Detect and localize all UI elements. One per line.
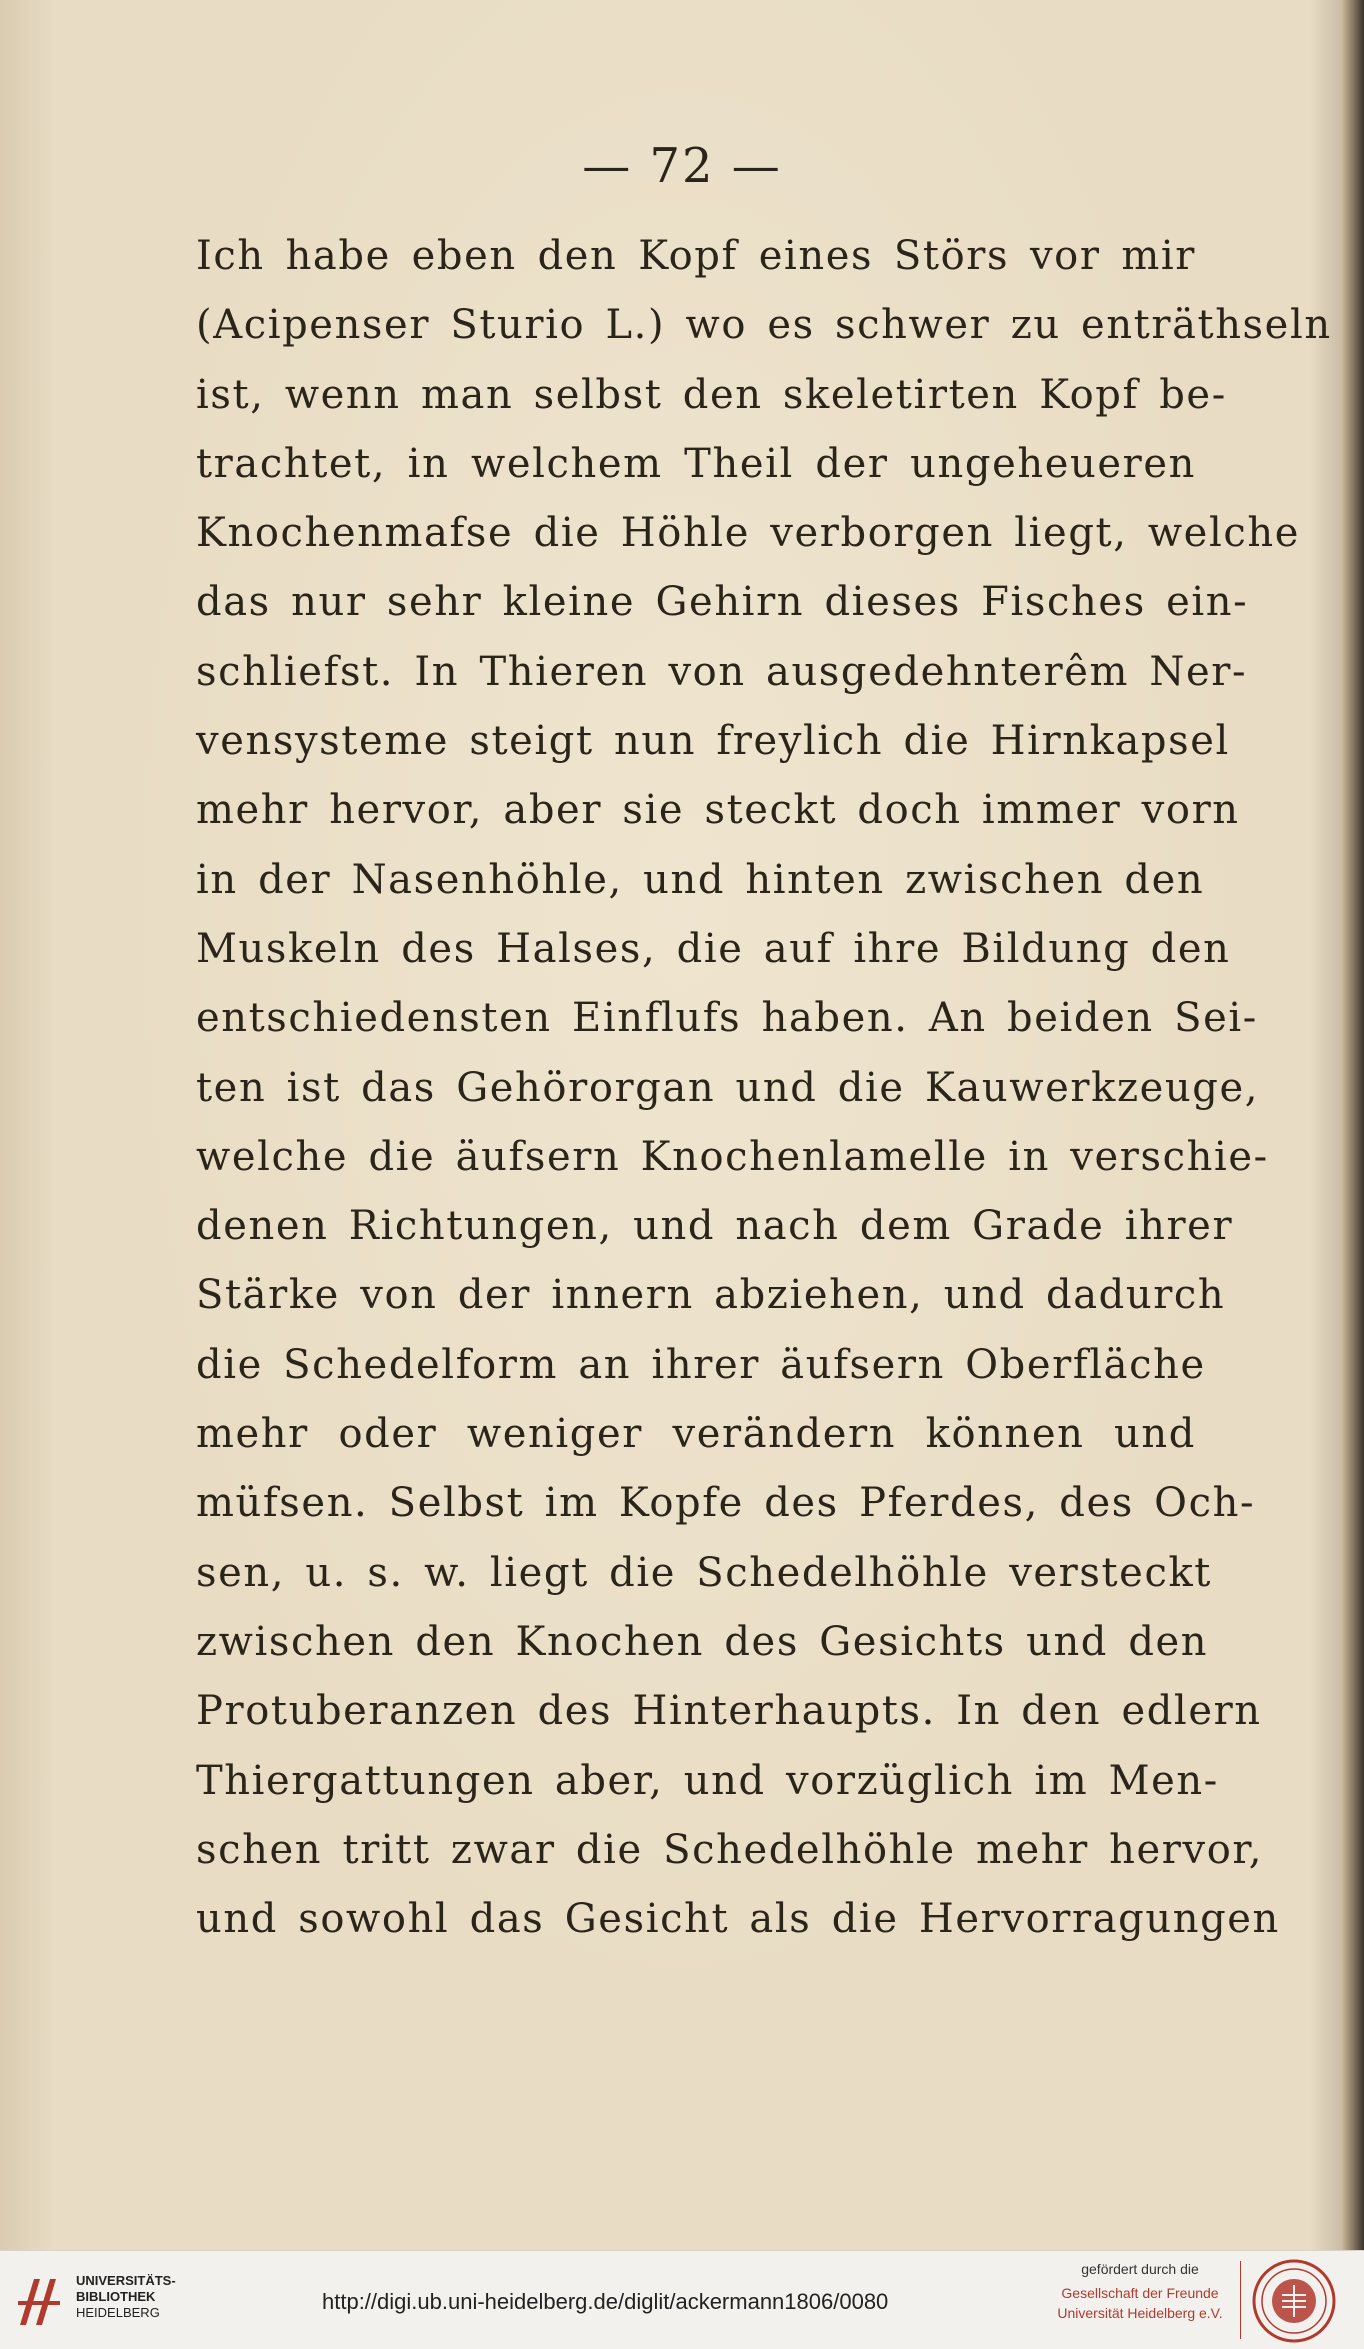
footer-divider (1240, 2261, 1241, 2339)
text-line: Muskeln des Halses, die auf ihre Bildung den (196, 925, 1231, 972)
text-line: Protuberanzen des Hinterhaupts. In den edlern (196, 1688, 1262, 1735)
sponsor-block (1050, 2259, 1230, 2323)
library-name-line1: UNIVERSITÄTS- (76, 2273, 176, 2288)
text-line: Thiergattungen aber, und vorzüglich im Men- (196, 1757, 1219, 1804)
viewer-footer (0, 2250, 1364, 2349)
text-line: müfsen. Selbst im Kopfe des Pferdes, des Och- (196, 1480, 1256, 1527)
text-line: ist, wenn man selbst den skeletirten Kopf be- (196, 371, 1227, 418)
text-line: schen tritt zwar die Schedelhöhle mehr hervor, (196, 1826, 1264, 1873)
text-line: trachtet, in welchem Theil der ungeheueren (196, 440, 1196, 487)
page-number: — 72 — (582, 138, 782, 194)
text-line: welche die äufsern Knochenlamelle in verschie- (196, 1133, 1269, 1180)
text-line: und sowohl das Gesicht als die Hervorragungen (196, 1896, 1280, 1943)
text-line: Knochenmafse die Höhle verborgen liegt, welche (196, 510, 1300, 557)
text-line: die Schedelform an ihrer äufsern Oberfläche (196, 1341, 1206, 1388)
library-name-line2: BIBLIOTHEK (76, 2289, 156, 2304)
text-line: in der Nasenhöhle, und hinten zwischen den (196, 856, 1205, 903)
sponsor-org-line2: Universität Heidelberg e.V. (1057, 2305, 1223, 2321)
text-line: denen Richtungen, und nach dem Grade ihrer (196, 1203, 1234, 1250)
text-line: schliefst. In Thieren von ausgedehnterêm Ner- (196, 648, 1248, 695)
university-seal-icon (1252, 2259, 1336, 2343)
text-line: mehr hervor, aber sie steckt doch immer vorn (196, 787, 1240, 834)
text-line: sen, u. s. w. liegt die Schedelhöhle versteckt (196, 1549, 1212, 1596)
library-logo-icon (14, 2271, 66, 2331)
sponsor-lead: gefördert durch die (1081, 2261, 1199, 2277)
permalink-url[interactable]: http://digi.ub.uni-heidelberg.de/diglit/ackermann1806/0080 (322, 2289, 889, 2314)
text-line: mehr oder weniger verändern können und (196, 1411, 1196, 1458)
text-line: entschiedensten Einflufs haben. An beiden Sei- (196, 995, 1258, 1042)
library-name (76, 2273, 176, 2321)
text-line: zwischen den Knochen des Gesichts und den (196, 1618, 1209, 1665)
text-line: das nur sehr kleine Gehirn dieses Fisches ein- (196, 579, 1249, 626)
body-text (196, 222, 1332, 1954)
text-line: (Acipenser Sturio L.) wo es schwer zu enträthseln (196, 302, 1332, 349)
sponsor-org-line1: Gesellschaft der Freunde (1061, 2285, 1219, 2301)
page-edge (1342, 0, 1364, 2250)
text-line: ten ist das Gehörorgan und die Kauwerkzeuge, (196, 1064, 1260, 1111)
text-line: Stärke von der innern abziehen, und dadurch (196, 1272, 1226, 1319)
library-name-line3: HEIDELBERG (76, 2305, 160, 2320)
text-line: vensysteme steigt nun freylich die Hirnkapsel (196, 718, 1230, 765)
text-line: Ich habe eben den Kopf eines Störs vor mir (196, 233, 1196, 279)
